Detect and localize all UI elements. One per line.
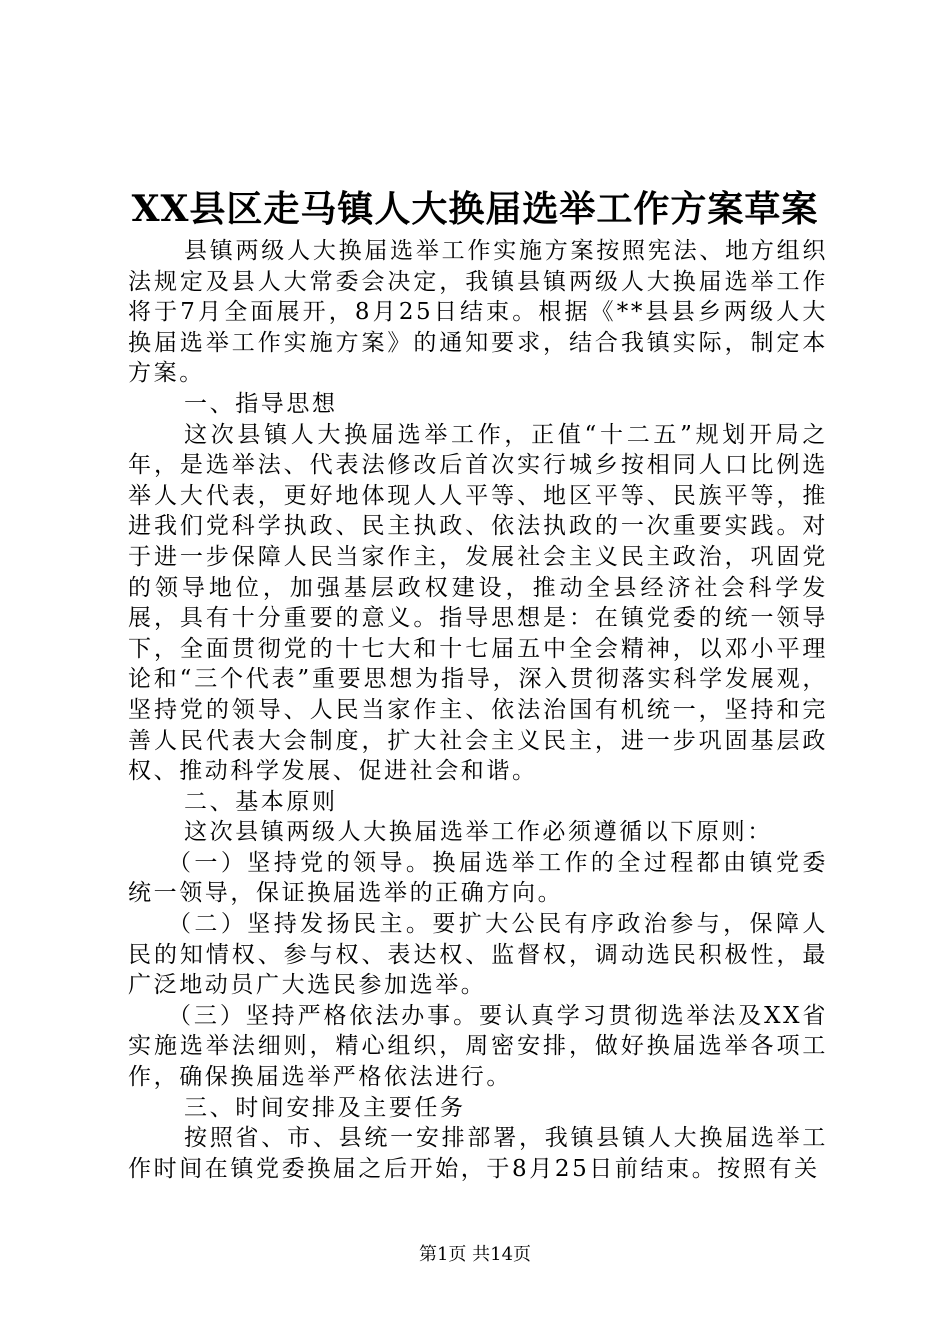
section-heading-schedule: 三、时间安排及主要任务 (184, 1094, 466, 1121)
section-heading-guiding-ideology: 一、指导思想 (184, 390, 338, 417)
page-number-footer: 第1页 共14页 (418, 1244, 532, 1265)
principle-3-paragraph: （三）坚持严格依法办事。要认真学习贯彻选举法及XX省实施选举法细则，精心组织，周密安排，做好换届选举各项工作，确保换届选举严格依法进行。 (128, 1002, 828, 1091)
principle-2-paragraph: （二）坚持发扬民主。要扩大公民有序政治参与，保障人民的知情权、参与权、表达权、监督权，调动选民积极性，最广泛地动员广大选民参加选举。 (128, 911, 828, 999)
intro-paragraph: 县镇两级人大换届选举工作实施方案按照宪法、地方组织法规定及县人大常委会决定，我镇县镇两级人大换届选举工作将于7月全面展开，8月25日结束。根据《**县县乡两级人大换届选举工作实施方案》的通知要求，结合我镇实际，制定本方案。 (128, 238, 828, 387)
document-body (128, 236, 828, 1184)
section-heading-basic-principles: 二、基本原则 (184, 788, 338, 815)
principle-1-paragraph: （一）坚持党的领导。换届选举工作的全过程都由镇党委统一领导，保证换届选举的正确方向。 (128, 849, 828, 907)
guiding-ideology-paragraph: 这次县镇人大换届选举工作，正值“十二五”规划开局之年，是选举法、代表法修改后首次实行城乡按相同人口比例选举人大代表，更好地体现人人平等、地区平等、民族平等，推进我们党科学执政、民主执政、依法执政的一次重要实践。对于进一步保障人民当家作主，发展社会主义民主政治，巩固党的领导地位，加强基层政权建设，推动全县经济社会科学发展，具有十分重要的意义。指导思想是：在镇党委的统一领导下，全面贯彻党的十七大和十七届五中全会精神，以邓小平理论和“三个代表”重要思想为指导，深入贯彻落实科学发展观，坚持党的领导、人民当家作主、依法治国有机统一，坚持和完善人民代表大会制度，扩大社会主义民主，进一步巩固基层政权、推动科学发展、促进社会和谐。 (128, 421, 828, 785)
document-title: XX县区走马镇人大换届选举工作方案草案 (131, 188, 819, 230)
principles-intro-paragraph: 这次县镇两级人大换届选举工作必须遵循以下原则： (184, 819, 773, 846)
schedule-paragraph: 按照省、市、县统一安排部署，我镇县镇人大换届选举工作时间在镇党委换届之后开始，于8月25日前结束。按照有关 (128, 1125, 828, 1182)
